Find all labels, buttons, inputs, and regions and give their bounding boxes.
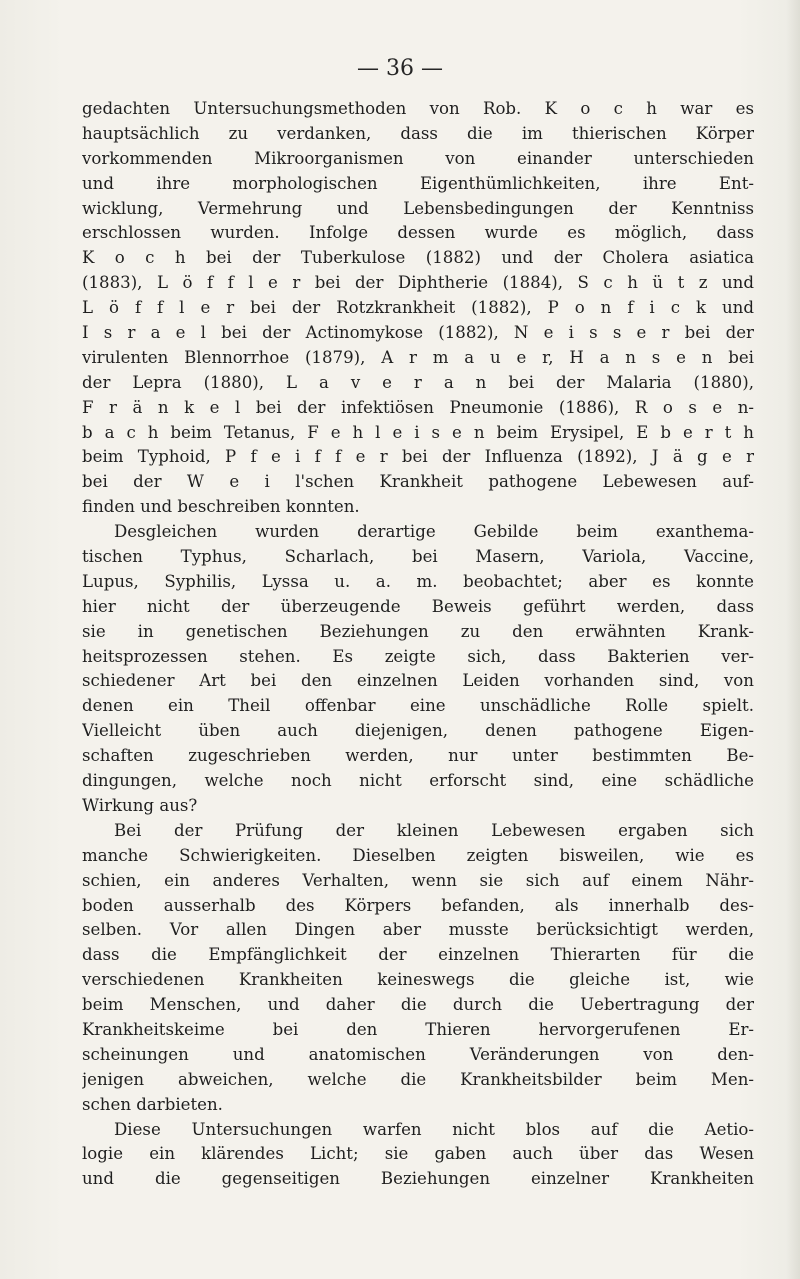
- text-line: scheinungen und anatomischen Veränderungen von den-: [82, 1044, 754, 1064]
- text-line: schen darbieten.: [82, 1094, 223, 1114]
- text-line: virulenten Blennorrhoe (1879), A r m a u e r, H a n s e n bei: [82, 347, 754, 367]
- text-line: (1883), L ö f f l e r bei der Diphtherie (1884), S c h ü t z und: [82, 273, 754, 293]
- text-line: L ö f f l e r bei der Rotzkrankheit (1882), P o n f i c k und: [82, 298, 754, 318]
- text-line: dass die Empfänglichkeit der einzelnen Thierarten für die: [82, 945, 754, 965]
- text-line: gedachten Untersuchungsmethoden von Rob. K o c h war es: [82, 99, 754, 118]
- text-line: Wirkung aus?: [82, 795, 198, 815]
- text-line: I s r a e l bei der Actinomykose (1882), N e i s s e r bei der: [82, 323, 754, 343]
- text-line: dingungen, welche noch nicht erforscht sind, eine schädliche: [82, 771, 754, 791]
- text-line: bei der W e i l'schen Krankheit pathogene Lebewesen auf-: [82, 472, 754, 492]
- text-line: Lupus, Syphilis, Lyssa u. a. m. beobachtet; aber es konnte: [82, 571, 754, 591]
- text-line: F r ä n k e l bei der infektiösen Pneumonie (1886), R o s e n-: [82, 397, 754, 417]
- text-line: denen ein Theil offenbar eine unschädliche Rolle spielt.: [82, 696, 754, 716]
- text-line: beim Typhoid, P f e i f f e r bei der Influenza (1892), J ä g e r: [82, 447, 754, 467]
- text-line: boden ausserhalb des Körpers befanden, als innerhalb des-: [82, 895, 754, 915]
- text-line: Bei der Prüfung der kleinen Lebewesen ergaben sich: [114, 820, 754, 840]
- text-line: hauptsächlich zu verdanken, dass die im thierischen Körper: [82, 123, 754, 143]
- text-line: tischen Typhus, Scharlach, bei Masern, Variola, Vaccine,: [82, 547, 754, 567]
- text-line: Krankheitskeime bei den Thieren hervorgerufenen Er-: [82, 1019, 754, 1039]
- text-line: und ihre morphologischen Eigenthümlichkeiten, ihre Ent-: [82, 173, 754, 193]
- text-line: und die gegenseitigen Beziehungen einzelner Krankheiten: [82, 1169, 754, 1189]
- body-text: [82, 97, 754, 1192]
- text-line: Diese Untersuchungen warfen nicht blos auf die Aetio-: [114, 1119, 754, 1139]
- text-line: hier nicht der überzeugende Beweis geführt werden, dass: [82, 596, 754, 616]
- text-line: schaften zugeschrieben werden, nur unter bestimmten Be-: [82, 746, 754, 766]
- text-line: vorkommenden Mikroorganismen von einander unterschieden: [82, 148, 754, 168]
- text-line: b a c h beim Tetanus, F e h l e i s e n beim Erysipel, E b e r t h: [82, 422, 754, 442]
- text-line: Desgleichen wurden derartige Gebilde beim exanthema-: [114, 522, 754, 542]
- page-number: — 36 —: [357, 56, 443, 81]
- text-line: erschlossen wurden. Infolge dessen wurde es möglich, dass: [82, 223, 754, 243]
- text-line: sie in genetischen Beziehungen zu den erwähnten Krank-: [82, 621, 754, 641]
- text-line: der Lepra (1880), L a v e r a n bei der Malaria (1880),: [82, 372, 754, 392]
- text-line: wicklung, Vermehrung und Lebensbedingungen der Kenntniss: [82, 198, 754, 218]
- text-line: finden und beschreiben konnten.: [82, 497, 360, 517]
- text-line: K o c h bei der Tuberkulose (1882) und der Cholera asiatica: [82, 248, 754, 268]
- page-edge-shadow: [786, 0, 800, 1279]
- text-line: Vielleicht üben auch diejenigen, denen pathogene Eigen-: [82, 721, 754, 741]
- text-line: schien, ein anderes Verhalten, wenn sie sich auf einem Nähr-: [82, 870, 754, 890]
- text-line: manche Schwierigkeiten. Dieselben zeigten bisweilen, wie es: [82, 845, 754, 865]
- text-line: schiedener Art bei den einzelnen Leiden vorhanden sind, von: [82, 671, 754, 691]
- text-line: heitsprozessen stehen. Es zeigte sich, dass Bakterien ver-: [82, 646, 754, 666]
- text-line: selben. Vor allen Dingen aber musste berücksichtigt werden,: [82, 920, 754, 940]
- text-line: jenigen abweichen, welche die Krankheitsbilder beim Men-: [82, 1069, 754, 1089]
- text-line: logie ein klärendes Licht; sie gaben auch über das Wesen: [82, 1144, 754, 1164]
- text-line: verschiedenen Krankheiten keineswegs die gleiche ist, wie: [82, 970, 754, 990]
- text-line: beim Menschen, und daher die durch die Uebertragung der: [82, 995, 754, 1015]
